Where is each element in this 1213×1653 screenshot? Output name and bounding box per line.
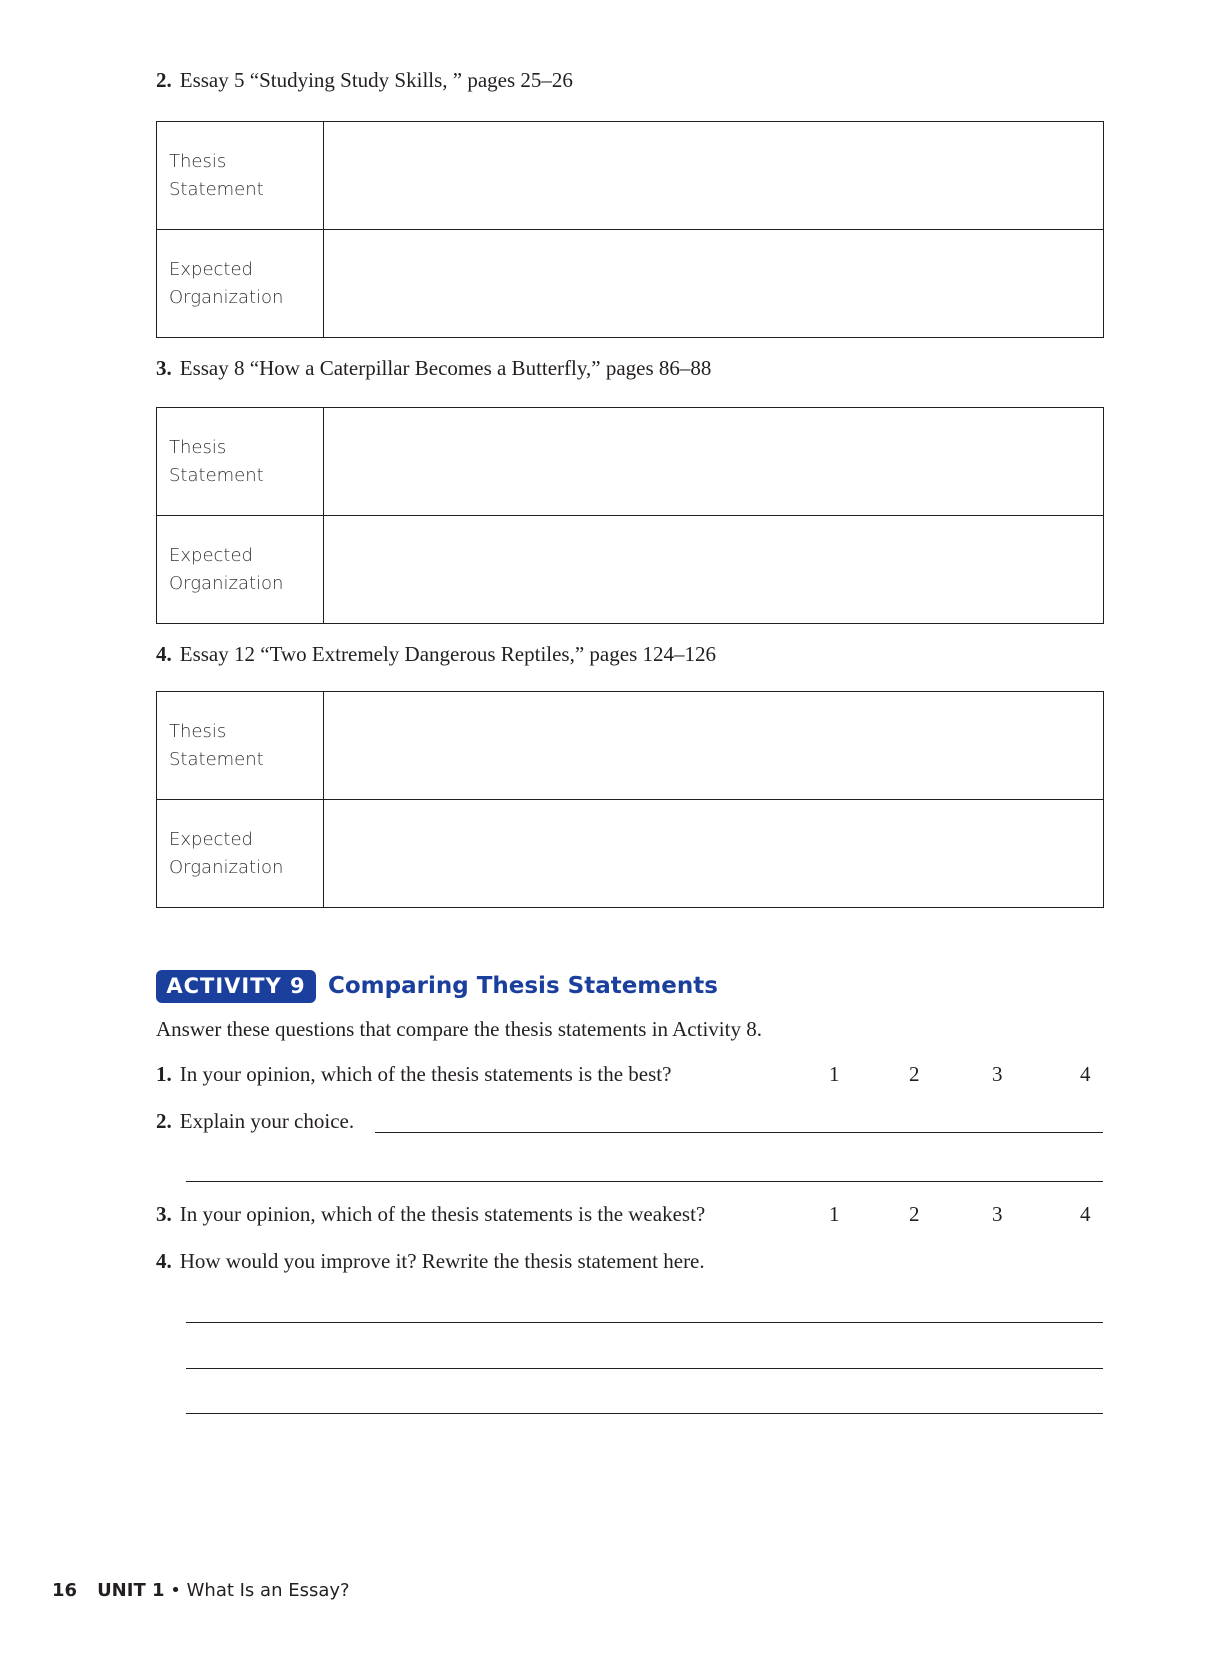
thesis-row [157,122,1104,230]
item-text: Essay 8 “How a Caterpillar Becomes a Butterfly,” pages 86–88 [179,356,712,380]
expected-organization-answer-cell[interactable] [324,800,1104,908]
expected-organization-answer-cell[interactable] [324,230,1104,338]
label-line: Statement [169,178,264,200]
label-line: Statement [169,464,264,486]
essay-12-organizer-table [156,691,1104,908]
label-line: Expected [169,258,253,280]
label-line: Statement [169,748,264,770]
question-number: 1. [156,1062,172,1086]
thesis-row [157,408,1104,516]
item-text: Essay 5 “Studying Study Skills, ” pages 25–26 [179,68,573,92]
activity-instructions: Answer these questions that compare the thesis statements in Activity 8. [156,1017,762,1041]
choice-4[interactable]: 4 [1080,1202,1091,1226]
question-text: Explain your choice. [179,1109,355,1133]
item-number: 3. [156,356,172,380]
expected-organization-label [157,800,324,908]
question-1 [156,1062,671,1087]
question-4 [156,1249,705,1274]
answer-line[interactable] [186,1368,1103,1369]
question-text: In your opinion, which of the thesis statements is the best? [179,1062,672,1086]
question-text: In your opinion, which of the thesis statements is the weakest? [179,1202,706,1226]
organization-row [157,800,1104,908]
choice-3[interactable]: 3 [992,1202,1003,1226]
question-number: 4. [156,1249,172,1273]
thesis-statement-answer-cell[interactable] [324,408,1104,516]
organization-row [157,230,1104,338]
activity-title: Comparing Thesis Statements [328,973,718,999]
activity-badge: ACTIVITY 9 [156,970,316,1003]
item-2-heading [156,68,573,93]
thesis-row [157,692,1104,800]
item-text: Essay 12 “Two Extremely Dangerous Reptiles,” pages 124–126 [179,642,716,666]
question-3 [156,1202,705,1227]
answer-line[interactable] [186,1181,1103,1182]
page-number: 16 [52,1580,78,1601]
question-text: How would you improve it? Rewrite the thesis statement here. [179,1249,705,1273]
choice-2[interactable]: 2 [909,1062,920,1086]
organization-row [157,516,1104,624]
expected-organization-answer-cell[interactable] [324,516,1104,624]
label-line: Expected [169,828,253,850]
footer-separator: • [170,1580,181,1601]
label-line: Thesis [169,436,227,458]
choice-3[interactable]: 3 [992,1062,1003,1086]
question-number: 2. [156,1109,172,1133]
label-line: Organization [169,286,284,308]
choice-4[interactable]: 4 [1080,1062,1091,1086]
expected-organization-label [157,230,324,338]
answer-line[interactable] [186,1413,1103,1414]
label-line: Thesis [169,720,227,742]
unit-title: What Is an Essay? [186,1580,350,1601]
answer-line[interactable] [186,1322,1103,1323]
page-footer [52,1580,350,1601]
label-line: Organization [169,572,284,594]
essay-8-organizer-table [156,407,1104,624]
label-line: Organization [169,856,284,878]
thesis-statement-answer-cell[interactable] [324,122,1104,230]
thesis-statement-label [157,122,324,230]
label-line: Thesis [169,150,227,172]
choice-2[interactable]: 2 [909,1202,920,1226]
thesis-statement-label [157,408,324,516]
choice-1[interactable]: 1 [829,1062,840,1086]
thesis-statement-label [157,692,324,800]
item-4-heading [156,642,716,667]
question-number: 3. [156,1202,172,1226]
unit-label: UNIT 1 [97,1580,165,1601]
essay-5-organizer-table [156,121,1104,338]
question-2 [156,1109,354,1134]
item-number: 4. [156,642,172,666]
item-number: 2. [156,68,172,92]
item-3-heading [156,356,711,381]
choice-1[interactable]: 1 [829,1202,840,1226]
expected-organization-label [157,516,324,624]
label-line: Expected [169,544,253,566]
answer-line[interactable] [375,1132,1103,1133]
thesis-statement-answer-cell[interactable] [324,692,1104,800]
